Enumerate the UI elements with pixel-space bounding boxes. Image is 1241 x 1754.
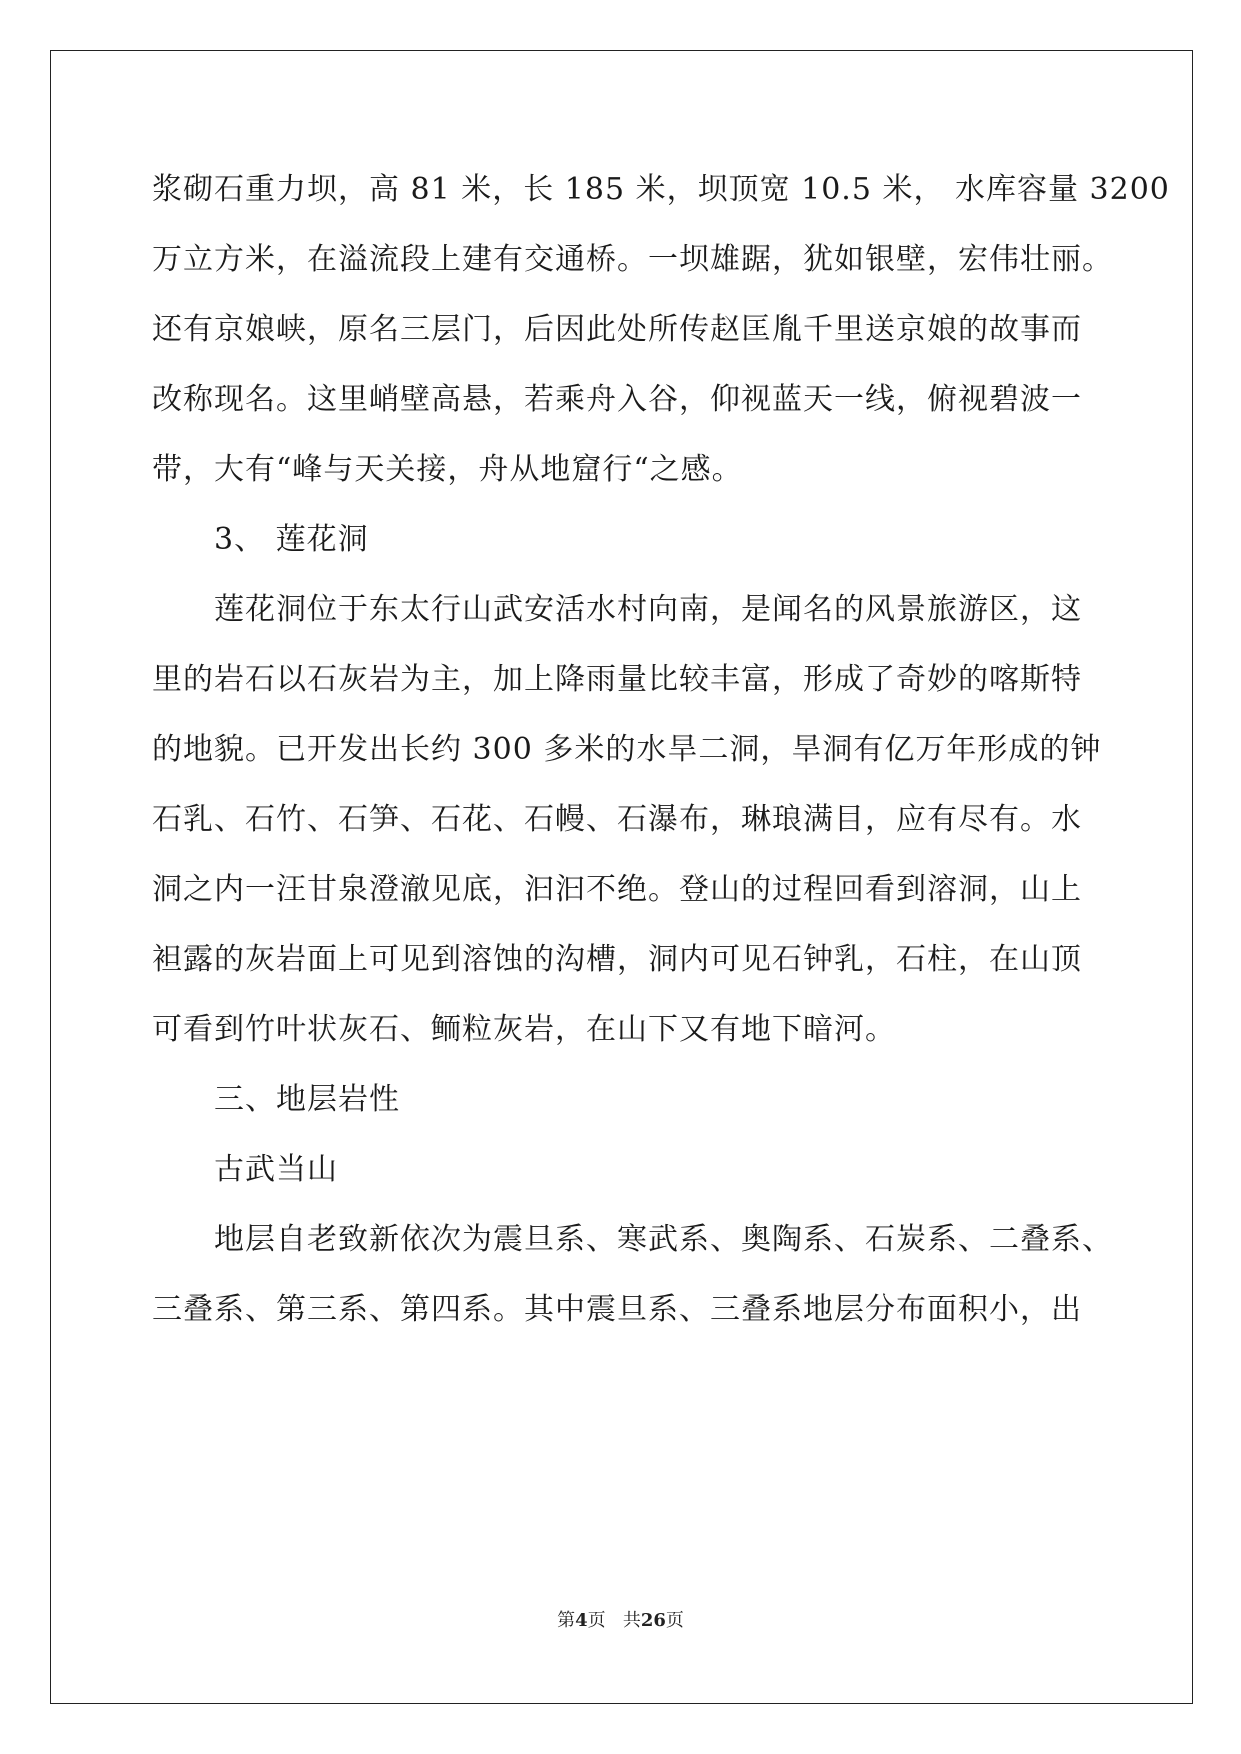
text-line: 三叠系、第三系、第四系。其中震旦系、三叠系地层分布面积小，出 bbox=[152, 1292, 1082, 1327]
footer-total-unit: 页 bbox=[665, 1610, 684, 1631]
paragraph-first-line: 莲花洞位于东太行山武安活水村向南，是闻名的风景旅游区，这 bbox=[214, 592, 1082, 627]
text-line: 万立方米，在溢流段上建有交通桥。一坝雄踞，犹如银壁，宏伟壮丽。 bbox=[152, 242, 1113, 277]
text-line: 可看到竹叶状灰石、鲕粒灰岩，在山下又有地下暗河。 bbox=[152, 1012, 896, 1047]
text-line: 改称现名。这里峭壁高悬，若乘舟入谷，仰视蓝天一线，俯视碧波一 bbox=[152, 382, 1082, 417]
text-line: 还有京娘峡，原名三层门，后因此处所传赵匡胤千里送京娘的故事而 bbox=[152, 312, 1082, 347]
text-line: 的地貌。已开发出长约 300 多米的水旱二洞，旱洞有亿万年形成的钟 bbox=[152, 732, 1102, 767]
section-heading: 三、地层岩性 bbox=[214, 1082, 400, 1117]
page-footer bbox=[0, 1606, 1241, 1632]
subsection-heading: 古武当山 bbox=[214, 1152, 338, 1187]
footer-total-prefix: 共 bbox=[622, 1610, 641, 1631]
paragraph-first-line: 地层自老致新依次为震旦系、寒武系、奥陶系、石炭系、二叠系、 bbox=[214, 1222, 1113, 1257]
text-line: 浆砌石重力坝，高 81 米，长 185 米，坝顶宽 10.5 米， 水库容量 3200 bbox=[152, 172, 1170, 207]
total-pages: 26 bbox=[640, 1610, 666, 1631]
text-line: 里的岩石以石灰岩为主，加上降雨量比较丰富，形成了奇妙的喀斯特 bbox=[152, 662, 1082, 697]
footer-page-unit: 页 bbox=[587, 1610, 606, 1631]
text-line: 袒露的灰岩面上可见到溶蚀的沟槽，洞内可见石钟乳，石柱，在山顶 bbox=[152, 942, 1082, 977]
text-line: 带，大有“峰与天关接，舟从地窟行“之感。 bbox=[152, 452, 743, 487]
page-number: 4 bbox=[575, 1610, 588, 1631]
section-heading: 3、 莲花洞 bbox=[214, 522, 369, 557]
footer-prefix: 第 bbox=[557, 1610, 576, 1631]
text-line: 洞之内一汪甘泉澄澈见底，汩汩不绝。登山的过程回看到溶洞，山上 bbox=[152, 872, 1082, 907]
text-line: 石乳、石竹、石笋、石花、石幔、石瀑布，琳琅满目，应有尽有。水 bbox=[152, 802, 1082, 837]
